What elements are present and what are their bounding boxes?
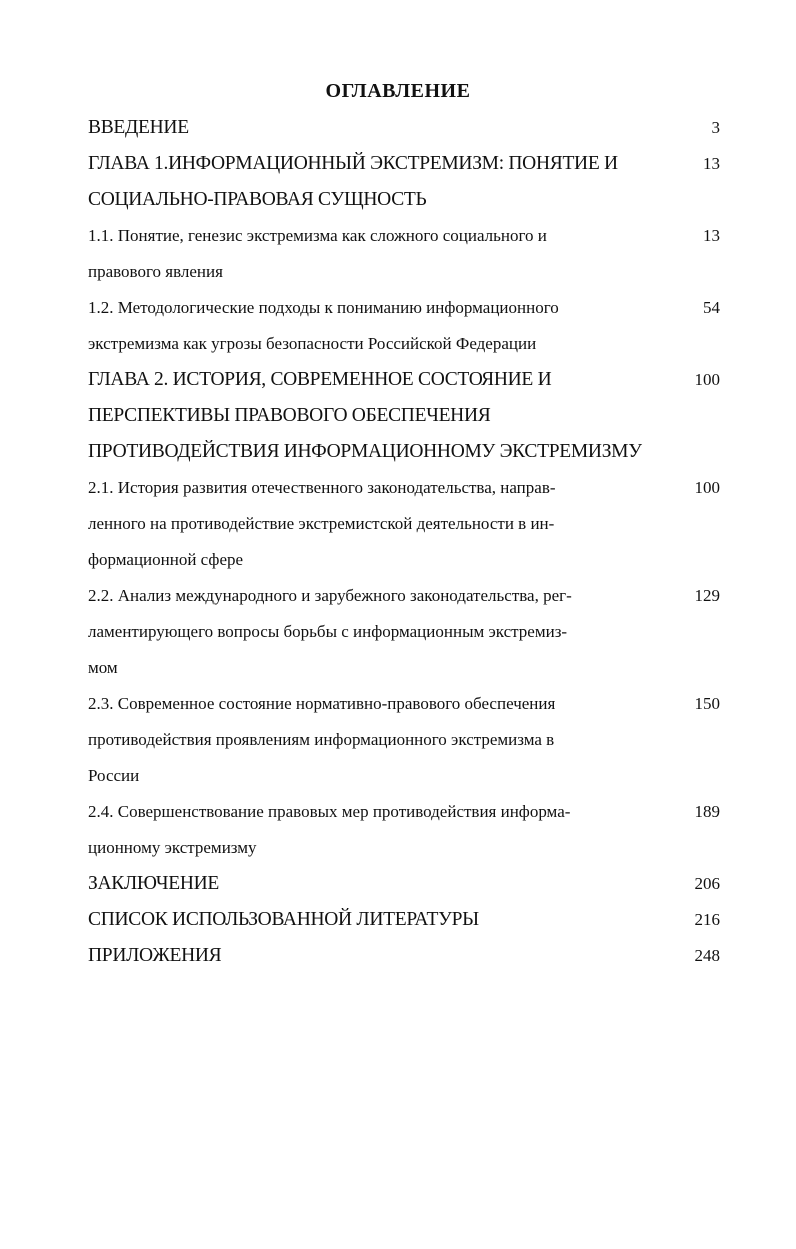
toc-entry-text-line: ПРОТИВОДЕЙСТВИЯ ИНФОРМАЦИОННОМУ ЭКСТРЕМИЗМУ — [88, 441, 642, 462]
toc-page-number: 150 — [694, 694, 720, 713]
toc-page-number: 248 — [694, 946, 720, 965]
toc-entry-text-line: России — [88, 766, 140, 785]
toc-entry-text-line: СПИСОК ИСПОЛЬЗОВАННОЙ ЛИТЕРАТУРЫ — [88, 909, 479, 930]
toc-entry-text-line: 2.4. Совершенствование правовых мер противодействия информа- — [88, 802, 571, 821]
toc-entry — [88, 794, 728, 866]
toc-entry-text-line: 2.1. История развития отечественного законодательства, направ- — [88, 478, 556, 497]
toc-entry-text-line: формационной сфере — [88, 550, 244, 569]
toc-entry-text-line: противодействия проявлениям информационного экстремизма в — [88, 730, 555, 749]
toc-page-number: 100 — [694, 370, 720, 389]
toc-entry-text-line: СОЦИАЛЬНО-ПРАВОВАЯ СУЩНОСТЬ — [88, 189, 427, 210]
toc-entry — [88, 362, 728, 470]
toc-entry-text-line: ЗАКЛЮЧЕНИЕ — [88, 873, 220, 894]
toc-entry-text-line: 1.1. Понятие, генезис экстремизма как сложного социального и — [88, 226, 547, 245]
toc-page-number: 13 — [703, 154, 720, 173]
toc-entry — [88, 290, 728, 362]
toc-entry — [88, 578, 728, 686]
toc-page-number: 129 — [694, 586, 720, 605]
toc-entry-text-line: мом — [88, 658, 118, 677]
toc-entry-text-line: ВВЕДЕНИЕ — [88, 117, 189, 138]
toc-entry-text-line: 1.2. Методологические подходы к пониманию информационного — [88, 298, 559, 317]
toc-entry-text-line: ламентирующего вопросы борьбы с информационным экстремиз- — [88, 622, 568, 641]
toc-entry — [88, 218, 728, 290]
toc-page-number: 3 — [711, 118, 720, 137]
toc-entry — [88, 110, 728, 146]
toc-entry-text-line: ГЛАВА 2. ИСТОРИЯ, СОВРЕМЕННОЕ СОСТОЯНИЕ И — [88, 369, 552, 390]
toc-entry — [88, 902, 728, 938]
toc-entry-text-line: ГЛАВА 1.ИНФОРМАЦИОННЫЙ ЭКСТРЕМИЗМ: ПОНЯТИЕ И — [88, 153, 618, 174]
toc-page-number: 216 — [694, 910, 720, 929]
toc-page-number: 189 — [694, 802, 720, 821]
toc-entry-text-line: 2.3. Современное состояние нормативно-правового обеспечения — [88, 694, 556, 713]
toc-entry — [88, 470, 728, 578]
toc-entry-text-line: ПЕРСПЕКТИВЫ ПРАВОВОГО ОБЕСПЕЧЕНИЯ — [88, 405, 491, 426]
page-title: ОГЛАВЛЕНИЕ — [325, 80, 471, 102]
toc-entry-text-line: правового явления — [88, 262, 223, 281]
toc-entry-text-line: ленного на противодействие экстремистской деятельности в ин- — [88, 514, 555, 533]
toc-entry — [88, 686, 728, 794]
toc-page-number: 100 — [694, 478, 720, 497]
toc-entry-text-line: ПРИЛОЖЕНИЯ — [88, 945, 222, 966]
table-of-contents — [88, 110, 728, 974]
toc-entry-text-line: 2.2. Анализ международного и зарубежного законодательства, рег- — [88, 586, 572, 605]
toc-entry-text-line: экстремизма как угрозы безопасности Российской Федерации — [88, 334, 537, 353]
toc-entry — [88, 866, 728, 902]
toc-page-number: 54 — [703, 298, 720, 317]
toc-page-number: 206 — [694, 874, 720, 893]
toc-page-number: 13 — [703, 226, 720, 245]
toc-entry-text-line: ционному экстремизму — [88, 838, 257, 857]
toc-entry — [88, 938, 728, 974]
toc-entry — [88, 146, 728, 218]
